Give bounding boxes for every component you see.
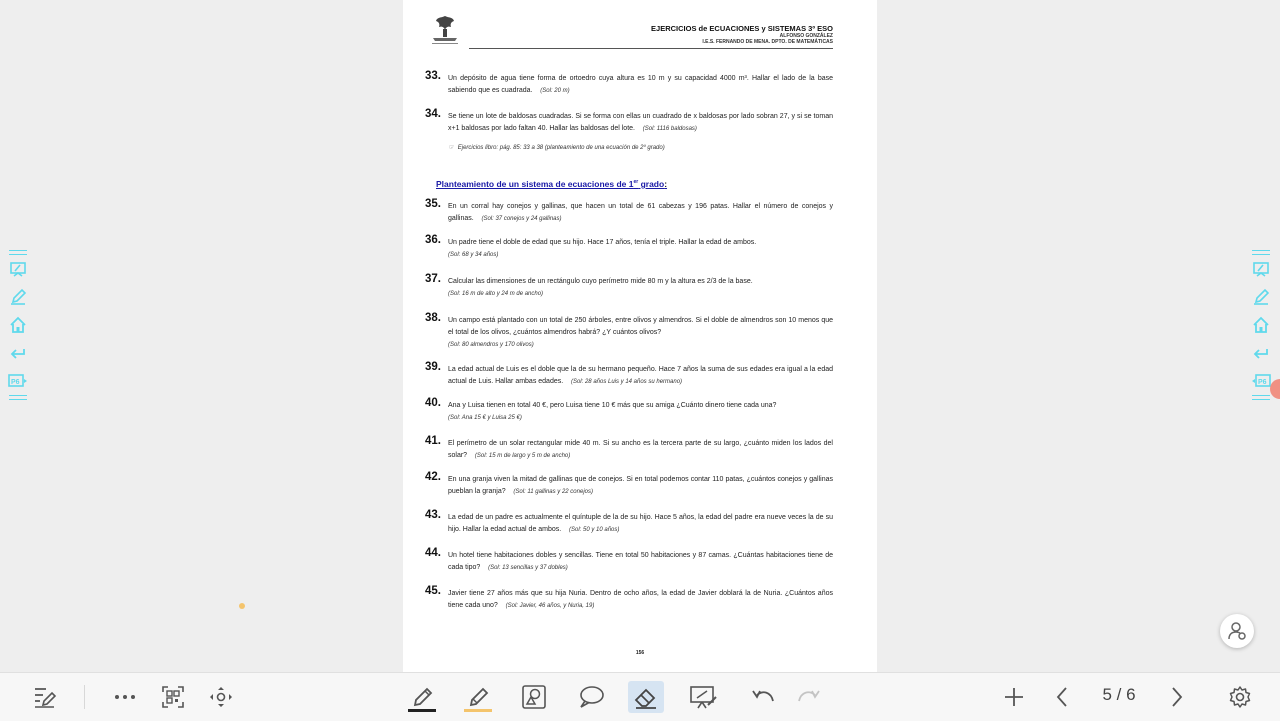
slides-icon-label: P6: [11, 379, 20, 386]
page-number: 156: [635, 650, 645, 656]
problem-text: Un depósito de agua tiene forma de ortoedro cuya altura es 10 m y su capacidad 4000 m³. Hallar el lado de la base sabiendo que es cuadrada. (Sol: 20 m): [448, 75, 833, 94]
header-subtitle: [702, 33, 833, 45]
previous-page-button[interactable]: [1044, 681, 1080, 713]
settings-button[interactable]: [1222, 681, 1258, 713]
side-handle-top[interactable]: [1252, 250, 1270, 255]
shapes-icon: [521, 684, 547, 710]
bottom-toolbar: [0, 672, 1280, 721]
eraser-tool-button[interactable]: [628, 681, 664, 713]
problem-text: La edad actual de Luis es el doble que la de su hermano pequeño. Hace 7 años la suma de sus edades era igual a la edad actual de Luis. Hallar ambas edades. (Sol: 28 años Luis y 14 años su hermano): [448, 366, 833, 385]
problem-solution: (Sol: 13 sencillas y 37 dobles): [488, 565, 568, 571]
highlighter-icon: [465, 685, 491, 709]
eraser-icon: [632, 684, 660, 710]
pen-icon[interactable]: [1251, 287, 1271, 307]
plus-icon: [1003, 686, 1025, 708]
pointing-hand-icon: ☞: [449, 145, 455, 151]
comment-tool-button[interactable]: [573, 681, 609, 713]
chevron-right-icon: [1170, 686, 1184, 708]
document-page: [403, 0, 877, 672]
user-switch-button[interactable]: [1220, 614, 1254, 648]
problem-solution: (Sol: 15 m de largo y 5 m de ancho): [474, 453, 571, 459]
problem-solution: (Sol: 80 almendros y 170 olivos): [448, 342, 534, 348]
problem-number: 45.: [425, 585, 441, 597]
book-exercises-note: ☞ Ejercicios libro: pág. 85: 33 a 38 (planteamiento de una ecuación de 2º grado): [449, 145, 665, 151]
home-icon[interactable]: [1251, 315, 1271, 335]
problem-solution: (Sol: 37 conejos y 24 gallinas): [481, 216, 562, 222]
problem-number: 36.: [425, 234, 441, 246]
pen-color-bar: [408, 709, 436, 712]
problem-number: 33.: [425, 70, 441, 82]
more-dots-icon: [113, 694, 137, 700]
qr-scan-icon: [161, 685, 185, 709]
return-icon[interactable]: [1251, 343, 1271, 363]
problem-number: 34.: [425, 108, 441, 120]
problem-number: 44.: [425, 547, 441, 559]
problem-text: Se tiene un lote de baldosas cuadradas. Si se forma con ellas un cuadrado de x baldosas por lado sobran 27, y si se toman x+1 baldosas por lado faltan 40. Hallar las baldosas del lote. (Sol: 1116 baldosas): [448, 113, 833, 132]
gear-icon: [1228, 685, 1252, 709]
edit-notes-button[interactable]: [26, 681, 62, 713]
screen-tool-button[interactable]: [685, 681, 721, 713]
toolbar-separator: [84, 685, 85, 709]
school-logo: [427, 14, 463, 46]
problem-number: 35.: [425, 198, 441, 210]
board-draw-icon: [688, 684, 718, 710]
problem-number: 38.: [425, 312, 441, 324]
problem-number: 39.: [425, 361, 441, 373]
right-side-toolbar: [1249, 250, 1273, 400]
slides-icon-label: P6: [1258, 379, 1267, 386]
home-icon[interactable]: [8, 315, 28, 335]
problem-number: 37.: [425, 273, 441, 285]
problem-text: Ana y Luisa tienen en total 40 €, pero Luisa tiene 10 € más que su amiga ¿Cuánto dinero tiene cada una? (Sol: Ana 15 € y Luisa 25 €): [448, 402, 777, 421]
side-handle-bottom[interactable]: [1252, 395, 1270, 400]
chevron-left-icon: [1055, 686, 1069, 708]
qr-scan-button[interactable]: [155, 681, 191, 713]
problem-solution: (Sol: Javier, 46 años, y Nuria, 19): [505, 603, 595, 609]
header-rule: [469, 48, 833, 49]
problem-text: Javier tiene 27 años más que su hija Nuria. Dentro de ocho años, la edad de Javier doblará la de Nuria. ¿Cuántos años tiene cada uno? (Sol: Javier, 46 años, y Nuria, 19): [448, 590, 833, 609]
undo-button[interactable]: [745, 681, 781, 713]
speech-bubble-icon: [577, 684, 605, 710]
highlighter-dot: [239, 603, 245, 609]
pen-icon[interactable]: [8, 287, 28, 307]
problem-solution: (Sol: 50 y 10 años): [569, 527, 620, 533]
page-indicator: 5 / 6: [1102, 685, 1136, 704]
problem-number: 42.: [425, 471, 441, 483]
move-arrows-icon: [207, 685, 235, 709]
slides-icon[interactable]: [1251, 371, 1271, 391]
highlighter-color-bar: [464, 709, 492, 712]
user-icon: [1227, 621, 1247, 641]
slides-icon[interactable]: [8, 371, 28, 391]
problem-solution: (Sol: 28 años Luis y 14 años su hermano): [570, 379, 683, 385]
whiteboard-icon[interactable]: [1251, 259, 1271, 279]
undo-icon: [750, 687, 776, 707]
problem-text: Un campo está plantado con un total de 250 árboles, entre olivos y almendros. Si el doble de almendros son 10 menos que el total de los olivos, ¿cuántos almendros habrá? ¿Y cuántos olivos? (Sol: 80 almendros y 170 olivos): [448, 317, 833, 348]
problem-number: 41.: [425, 435, 441, 447]
problem-solution: (Sol: 11 gallinas y 22 conejos): [513, 489, 593, 495]
problem-number: 43.: [425, 509, 441, 521]
problem-text: Un hotel tiene habitaciones dobles y sencillas. Tiene en total 50 habitaciones y 87 camas. ¿Cuántas habitaciones tiene de cada tipo? (Sol: 13 sencillas y 37 dobles): [448, 552, 833, 571]
problem-text: Calcular las dimensiones de un rectángulo cuyo perímetro mide 80 m y la altura es 2/3 de la base. (Sol: 16 m de alto y 24 m de ancho): [448, 278, 753, 297]
problem-solution: (Sol: Ana 15 € y Luisa 25 €): [448, 415, 522, 421]
return-icon[interactable]: [8, 343, 28, 363]
problem-number: 40.: [425, 397, 441, 409]
problem-solution: (Sol: 20 m): [540, 88, 570, 94]
problem-solution: (Sol: 1116 baldosas): [642, 126, 697, 132]
problem-text: En un corral hay conejos y gallinas, que hacen un total de 61 cabezas y 196 patas. Hallar el número de conejos y gallinas. (Sol: 37 conejos y 24 gallinas): [448, 203, 833, 222]
section-title: Planteamiento de un sistema de ecuaciones de 1er grado:: [436, 179, 668, 189]
problem-text: En una granja viven la mitad de gallinas que de conejos. Si en total podemos contar 110 patas, ¿cuántos conejos y gallinas pueblan la granja? (Sol: 11 gallinas y 22 conejos): [448, 476, 833, 495]
pen-tool-button[interactable]: [404, 681, 440, 713]
whiteboard-icon[interactable]: [8, 259, 28, 279]
header-school: I.E.S. FERNANDO DE MENA. DPTO. DE MATEMÁTICAS: [702, 39, 833, 45]
redo-button[interactable]: [791, 681, 827, 713]
header-author: ALFONSO GONZÁLEZ: [779, 33, 833, 39]
problem-text: El perímetro de un solar rectangular mide 40 m. Si su ancho es la tercera parte de su largo, ¿cuánto miden los lados del solar? (Sol: 15 m de largo y 5 m de ancho): [448, 440, 833, 459]
problem-text: Un padre tiene el doble de edad que su hijo. Hace 17 años, tenía el triple. Hallar la edad de ambos. (Sol: 68 y 34 años): [448, 239, 757, 258]
move-button[interactable]: [203, 681, 239, 713]
next-page-button[interactable]: [1159, 681, 1195, 713]
problem-text: La edad de un padre es actualmente el quíntuple de la de su hijo. Hace 5 años, la edad del padre era nueve veces la de su hijo. Hallar la edad actual de ambos. (Sol: 50 y 10 años): [448, 514, 833, 533]
add-page-button[interactable]: [996, 681, 1032, 713]
problem-solution: (Sol: 68 y 34 años): [448, 252, 499, 258]
shapes-tool-button[interactable]: [516, 681, 552, 713]
redo-icon: [796, 687, 822, 707]
more-button[interactable]: [107, 681, 143, 713]
pencil-icon: [409, 685, 435, 709]
side-handle-top[interactable]: [9, 250, 27, 255]
left-side-toolbar: [6, 250, 30, 400]
edit-list-icon: [31, 684, 57, 710]
side-handle-bottom[interactable]: [9, 395, 27, 400]
header-title: EJERCICIOS de ECUACIONES y SISTEMAS 3º ESO: [651, 24, 833, 33]
problem-solution: (Sol: 16 m de alto y 24 m de ancho): [448, 291, 544, 297]
highlighter-tool-button[interactable]: [460, 681, 496, 713]
